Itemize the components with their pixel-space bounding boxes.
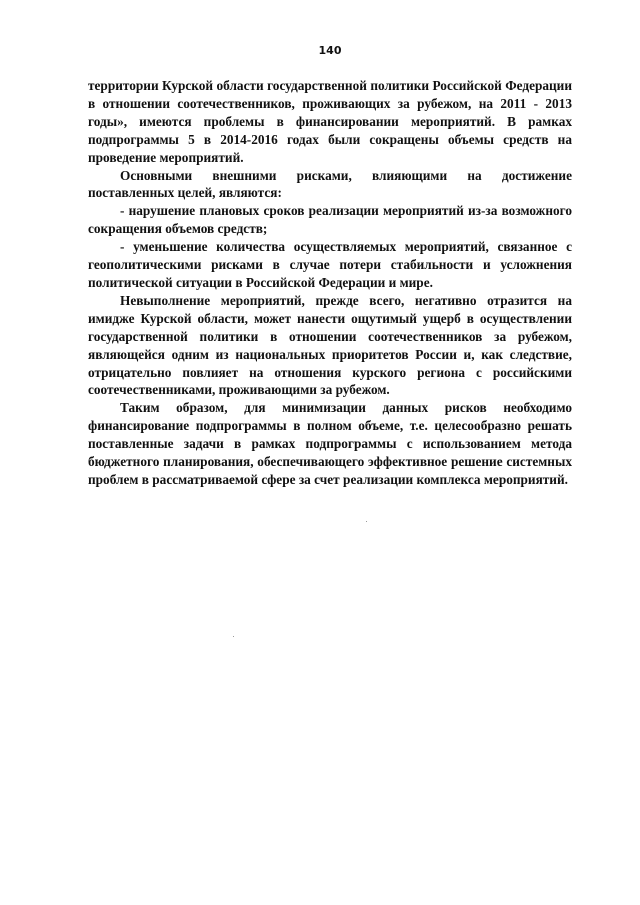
document-body — [88, 77, 572, 489]
paragraph-consequences: Невыполнение мероприятий, прежде всего, негативно отразится на имидже Курской области, может нанести ощутимый ущерб в осуществлении государственной политики в отношении соотечественников за рубежом, являющейся одним из национальных приоритетов России и, как следствие, отрицательно повлияет на отношения курского региона с российскими соотечественниками, проживающими за рубежом. — [88, 292, 572, 398]
paragraph-risks-intro: Основными внешними рисками, влияющими на достижение поставленных целей, являются: — [88, 167, 572, 201]
list-item-risk-geopolitical: - уменьшение количества осуществляемых мероприятий, связанное с геополитическими рисками в случае потери стабильности и усложнения политической ситуации в Российской Федерации и мире. — [88, 239, 572, 290]
list-item-risk-deadlines: - нарушение плановых сроков реализации мероприятий из-за возможного сокращения объемов средств; — [88, 203, 572, 237]
paragraph-conclusion: Таким образом, для минимизации данных рисков необходимо финансирование подпрограммы в полном объеме, т.е. целесообразно решать поставленные задачи в рамках подпрограммы с использованием метода бюджетного планирования, обеспечивающего эффективное решение системных проблем в рассматриваемой сфере за счет реализации комплекса мероприятий. — [88, 400, 572, 487]
scan-speck — [233, 636, 234, 637]
page-number: 140 — [318, 44, 342, 57]
scan-speck — [366, 521, 367, 522]
paragraph-continuation: территории Курской области государственной политики Российской Федерации в отношении соотечественников, проживающих за рубежом, на 2011 - 2013 годы», имеются проблемы в финансировании мероприятий. В рамках подпрограммы 5 в 2014-2016 годах были сокращены объемы средств на проведение мероприятий. — [88, 78, 572, 165]
